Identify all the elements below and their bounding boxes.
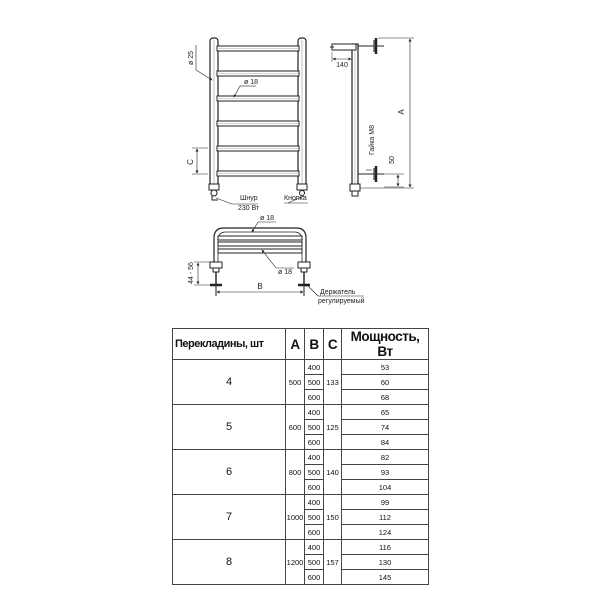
cell-c: 140 [324, 450, 342, 495]
top-pipe-diameter-label: ø 25 [188, 50, 195, 66]
cell-b: 500 [305, 375, 324, 390]
cell-power: 112 [342, 510, 429, 525]
plan-rung-diameter-top-label: ø 18 [260, 215, 275, 222]
cell-b: 400 [305, 450, 324, 465]
holder-label: Держатель [320, 289, 356, 296]
cell-b: 500 [305, 555, 324, 570]
cell-b: 500 [305, 465, 324, 480]
cord-power-label: 230 Вт [238, 205, 260, 212]
cell-power: 145 [342, 570, 429, 585]
cell-count: 6 [173, 450, 286, 495]
header-count: Перекладины, шт [173, 329, 286, 360]
cell-power: 99 [342, 495, 429, 510]
cell-b: 500 [305, 420, 324, 435]
spec-table [172, 328, 429, 585]
header-c: C [324, 329, 342, 360]
cell-b: 400 [305, 540, 324, 555]
plan-rung-diameter-bottom-label: ø 18 [278, 269, 293, 276]
nut-label: Гайка М8 [369, 125, 376, 155]
wall-mount-top [358, 38, 384, 54]
cell-power: 116 [342, 540, 429, 555]
cell-count: 8 [173, 540, 286, 585]
cell-power: 68 [342, 390, 429, 405]
cell-power: 104 [342, 480, 429, 495]
right-pipe [298, 38, 306, 186]
cell-c: 157 [324, 540, 342, 585]
cell-power: 53 [342, 360, 429, 375]
cell-power: 84 [342, 435, 429, 450]
cell-b: 600 [305, 390, 324, 405]
table-row [173, 405, 429, 420]
dimension-50-label: 50 [389, 156, 396, 164]
header-b: B [305, 329, 324, 360]
cell-c: 150 [324, 495, 342, 540]
side-offset-label: 140 [336, 62, 348, 69]
left-pipe [210, 38, 218, 186]
cell-power: 65 [342, 405, 429, 420]
cell-power: 124 [342, 525, 429, 540]
front-view [186, 38, 308, 212]
table-row [173, 495, 429, 510]
cell-b: 600 [305, 435, 324, 450]
cell-b: 600 [305, 525, 324, 540]
rung-diameter-label: ø 18 [244, 79, 259, 86]
cell-count: 5 [173, 405, 286, 450]
cell-b: 400 [305, 495, 324, 510]
holder-label-2: регулируемый [318, 298, 365, 305]
cell-a: 1200 [286, 540, 305, 585]
cell-b: 600 [305, 480, 324, 495]
cell-b: 400 [305, 360, 324, 375]
wall-mount-bottom [358, 166, 384, 182]
cell-b: 600 [305, 570, 324, 585]
dimension-a-label: A [397, 109, 406, 115]
button-label: Кнопка [284, 195, 307, 202]
cell-power: 74 [342, 420, 429, 435]
dimension-c-label: C [186, 159, 195, 165]
cell-a: 600 [286, 405, 305, 450]
cell-b: 400 [305, 405, 324, 420]
header-a: A [286, 329, 305, 360]
cell-power: 82 [342, 450, 429, 465]
cell-a: 800 [286, 450, 305, 495]
cell-count: 4 [173, 360, 286, 405]
dimension-44-56-label: 44 - 56 [188, 262, 195, 284]
cell-power: 60 [342, 375, 429, 390]
header-power: Мощность, Вт [342, 329, 429, 360]
spec-table-body [173, 360, 429, 585]
cell-count: 7 [173, 495, 286, 540]
cell-a: 1000 [286, 495, 305, 540]
cell-c: 133 [324, 360, 342, 405]
rungs [217, 46, 299, 176]
cell-b: 500 [305, 510, 324, 525]
cell-power: 130 [342, 555, 429, 570]
plan-view [188, 215, 365, 305]
table-row [173, 450, 429, 465]
table-header-row [173, 329, 429, 360]
side-view [330, 38, 414, 196]
cell-power: 93 [342, 465, 429, 480]
cell-a: 500 [286, 360, 305, 405]
cell-c: 125 [324, 405, 342, 450]
table-row [173, 540, 429, 555]
cord-label: Шнур [240, 195, 258, 202]
dimension-b-label: B [257, 282, 263, 291]
table-row [173, 360, 429, 375]
